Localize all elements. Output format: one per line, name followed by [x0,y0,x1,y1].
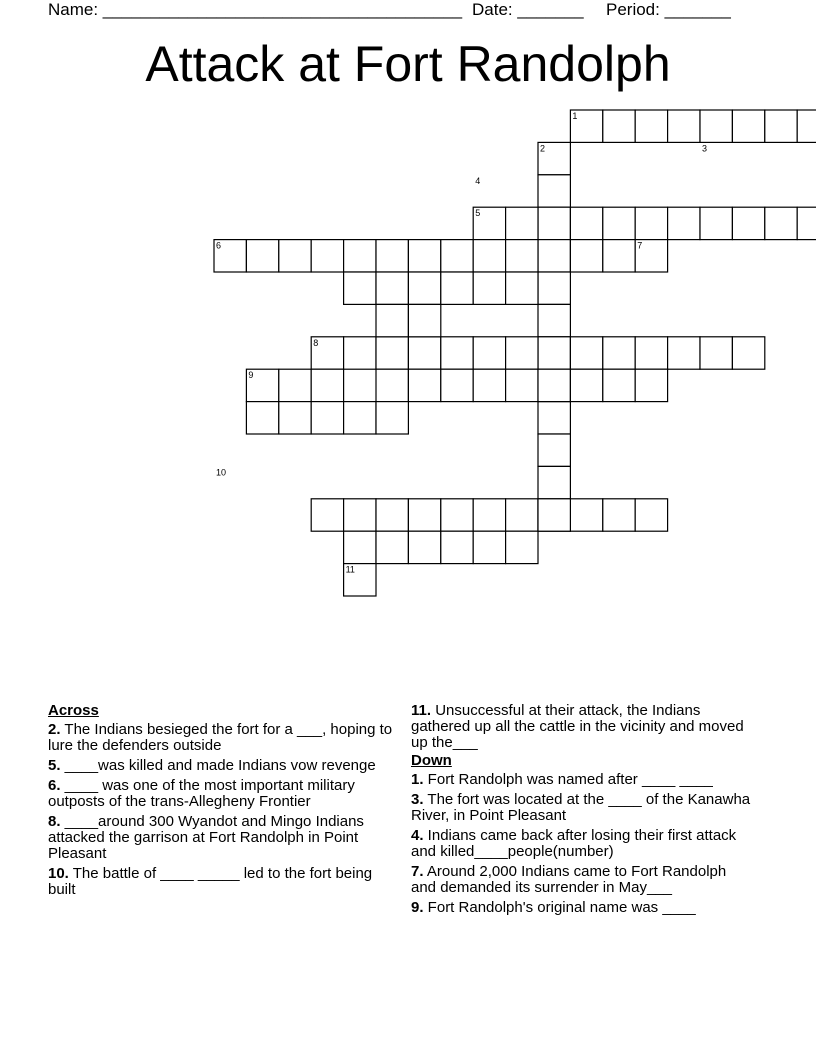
clue-number-5: 5 [475,208,481,219]
grid-cell[interactable] [246,240,278,272]
grid-cell[interactable] [279,240,311,272]
grid-cell[interactable] [506,207,538,239]
grid-cell[interactable] [635,369,667,401]
grid-cell[interactable] [538,369,570,401]
grid-cell[interactable] [538,272,570,304]
across-clue-text: ____was killed and made Indians vow revenge [60,757,376,774]
grid-cell[interactable] [603,369,635,401]
across-clue-text: ____around 300 Wyandot and Mingo Indians attacked the garrison at Fort Randolph in Point Pleasant [48,813,364,862]
grid-cell[interactable] [570,499,602,531]
grid-cell[interactable] [473,531,505,563]
grid-cell[interactable] [538,434,570,466]
grid-cell[interactable] [408,531,440,563]
grid-cell[interactable] [635,207,667,239]
grid-cell[interactable] [311,499,343,531]
grid-cell[interactable] [376,369,408,401]
down-clue-number: 4. [411,827,424,844]
grid-cell[interactable] [408,337,440,369]
across-clue-number: 2. [48,721,61,738]
across-clue-number: 6. [48,777,61,794]
across-clue-number: 10. [48,865,69,882]
grid-cell[interactable] [311,369,343,401]
clue-number-7: 7 [637,240,643,251]
across-clue-text: Unsuccessful at their attack, the Indians gathered up all the cattle in the vicinity and moved up the___ [411,702,744,751]
grid-cell[interactable] [570,207,602,239]
date-field[interactable]: Date: _______ [472,0,584,19]
clue-number-8: 8 [313,337,319,348]
grid-cell[interactable] [700,110,732,142]
across-clue [411,703,751,751]
down-clue-text: Around 2,000 Indians came to Fort Randolph and demanded its surrender in May___ [411,863,727,896]
grid-cell[interactable] [668,337,700,369]
page-title: Attack at Fort Randolph [145,36,671,92]
grid-cell[interactable] [506,337,538,369]
grid-cell[interactable] [473,499,505,531]
grid-cell[interactable] [246,402,278,434]
grid-cell[interactable] [635,110,667,142]
grid-cell[interactable] [279,402,311,434]
grid-cell[interactable] [538,175,570,207]
grid-cell[interactable] [538,304,570,336]
grid-cell[interactable] [506,240,538,272]
grid-cell[interactable] [376,531,408,563]
down-heading: Down [411,752,452,769]
grid-cell[interactable] [344,402,376,434]
clue-number-11: 11 [345,564,355,575]
grid-cell[interactable] [473,369,505,401]
down-clue-text: Fort Randolph's original name was ____ [423,899,696,916]
grid-cell[interactable] [408,304,440,336]
down-clue-number: 1. [411,771,424,788]
grid-cell[interactable] [570,369,602,401]
grid-cell[interactable] [441,337,473,369]
grid-cell[interactable] [765,110,797,142]
grid-cell[interactable] [506,531,538,563]
across-clue [48,866,400,898]
grid-cell[interactable] [376,240,408,272]
down-clue [411,864,751,896]
grid-cell[interactable] [570,240,602,272]
grid-cell[interactable] [732,110,764,142]
grid-cell[interactable] [797,110,816,142]
grid-cell[interactable] [506,499,538,531]
grid-cell[interactable] [441,499,473,531]
grid-cell[interactable] [506,369,538,401]
grid-cell[interactable] [473,240,505,272]
across-clue-text: ____ was one of the most important military outposts of the trans-Allegheny Frontier [48,777,355,810]
grid-cell[interactable] [441,369,473,401]
grid-cell[interactable] [344,240,376,272]
grid-cell[interactable] [603,110,635,142]
across-clue [48,758,400,774]
name-field[interactable]: Name: ______________________________________ [48,0,463,19]
across-clue-text: The battle of ____ _____ led to the fort being built [48,865,373,898]
across-clues [48,703,400,902]
grid-cell[interactable] [538,337,570,369]
grid-cell[interactable] [635,499,667,531]
down-clue-number: 7. [411,863,424,880]
grid-cell[interactable] [668,207,700,239]
down-clue-text: Indians came back after losing their first attack and killed____people(number) [411,827,737,860]
grid-cell[interactable] [668,110,700,142]
across-clue-number: 8. [48,813,61,830]
grid-cell[interactable] [538,240,570,272]
across-clue [48,778,400,810]
grid-cell[interactable] [441,272,473,304]
grid-cell[interactable] [570,337,602,369]
grid-cell[interactable] [765,207,797,239]
grid-cell[interactable] [408,240,440,272]
down-clues [411,703,751,920]
across-heading: Across [48,702,99,719]
clue-number-2: 2 [540,143,546,154]
clue-number-1: 1 [572,111,578,121]
grid-cell[interactable] [376,402,408,434]
down-clue-number: 3. [411,791,424,808]
clue-number-4: 4 [475,175,481,186]
grid-cell[interactable] [344,272,376,304]
grid-cell[interactable] [603,240,635,272]
across-clue-number: 5. [48,757,61,774]
across-clue-text: The Indians besieged the fort for a ___, hoping to lure the defenders outside [48,721,393,754]
grid-cell[interactable] [603,337,635,369]
grid-cell[interactable] [311,402,343,434]
grid-cell[interactable] [635,337,667,369]
grid-cell[interactable] [538,207,570,239]
down-clue-text: Fort Randolph was named after ____ ____ [423,771,713,788]
grid-cell[interactable] [344,531,376,563]
grid-cell[interactable] [538,402,570,434]
grid-cell[interactable] [538,499,570,531]
grid-cell[interactable] [376,304,408,336]
grid-cell[interactable] [279,369,311,401]
grid-cell[interactable] [732,207,764,239]
grid-cell[interactable] [473,337,505,369]
grid-cell[interactable] [700,207,732,239]
across-clue [48,814,400,862]
down-clue-number: 9. [411,899,424,916]
grid-cell[interactable] [376,337,408,369]
clue-number-9: 9 [248,370,254,381]
grid-cell[interactable] [441,531,473,563]
down-clue [411,828,751,860]
grid-cell[interactable] [408,272,440,304]
grid-cell[interactable] [473,272,505,304]
grid-cell[interactable] [376,272,408,304]
grid-cell[interactable] [441,240,473,272]
across-clue-number: 11. [411,702,432,719]
down-clue [411,900,751,916]
grid-cell[interactable] [408,369,440,401]
grid-cell[interactable] [506,272,538,304]
grid-cell[interactable] [376,499,408,531]
grid-cell[interactable] [344,499,376,531]
grid-cell[interactable] [311,240,343,272]
down-clue [411,772,751,788]
down-clue [411,792,751,824]
period-field[interactable]: Period: _______ [606,0,731,19]
across-clue [48,722,400,754]
grid-cell[interactable] [700,337,732,369]
clue-number-10: 10 [216,467,227,478]
grid-cell[interactable] [408,499,440,531]
grid-cell[interactable] [603,499,635,531]
down-clue-text: The fort was located at the ____ of the Kanawha River, in Point Pleasant [411,791,751,824]
grid-cell[interactable] [538,466,570,498]
grid-cell[interactable] [603,207,635,239]
clue-number-3: 3 [702,143,708,154]
grid-cell[interactable] [344,337,376,369]
grid-cell[interactable] [797,207,816,239]
clue-number-6: 6 [216,240,222,251]
grid-cell[interactable] [732,337,764,369]
